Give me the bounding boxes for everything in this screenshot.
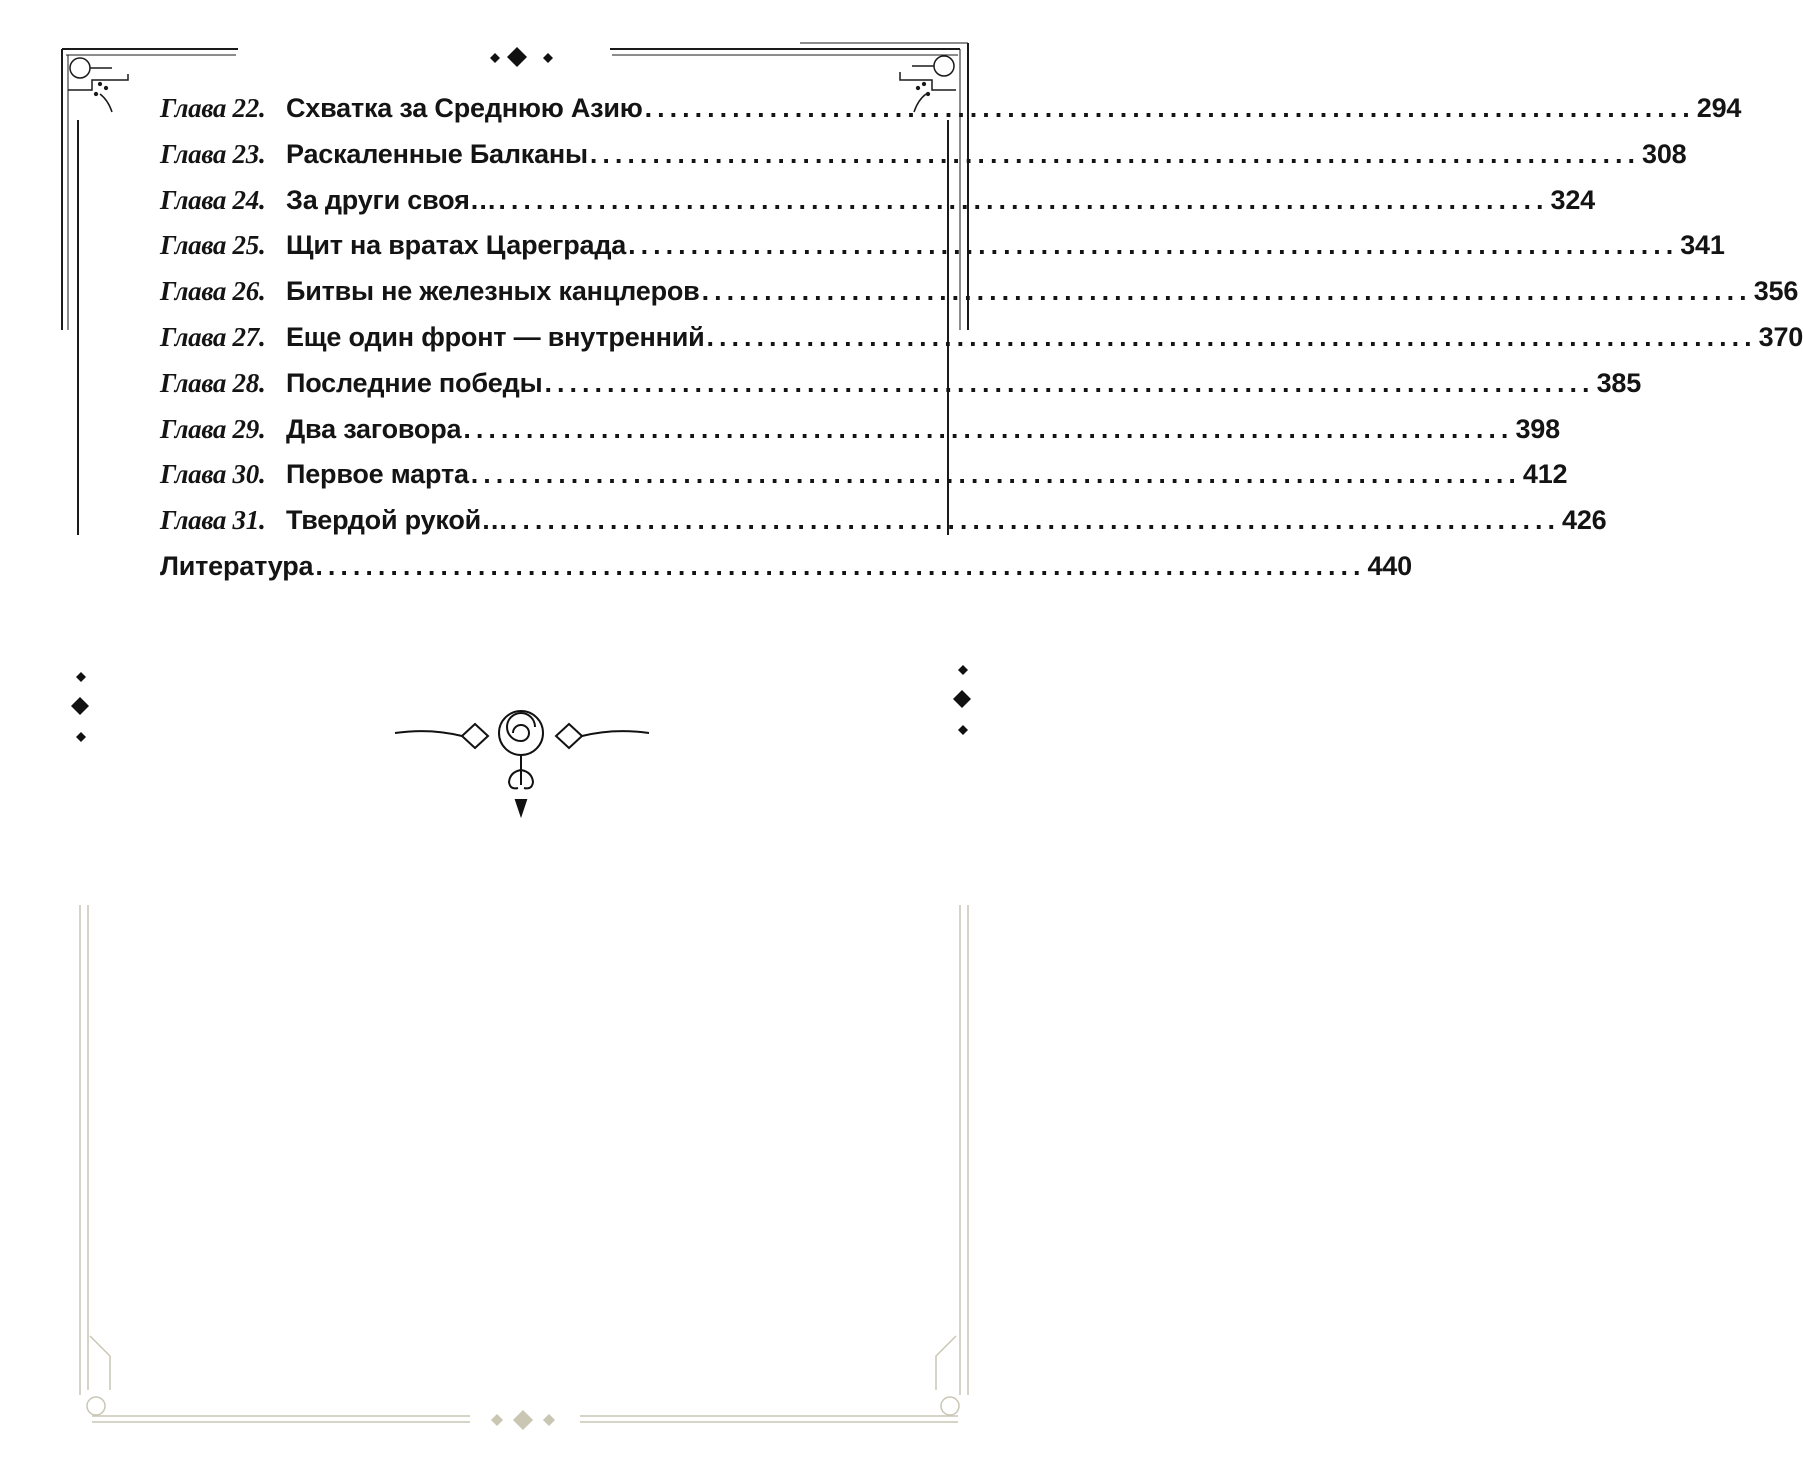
toc-entry (160, 315, 1803, 361)
chapter-number: Глава 30. (160, 459, 266, 490)
chapter-number: Глава 29. (160, 413, 266, 444)
chapter-number: Глава 28. (160, 367, 266, 398)
page-number: 440 (1367, 550, 1412, 581)
chapter-title: Щит на вратах Цареграда (286, 230, 627, 261)
page-number: 398 (1515, 413, 1560, 444)
page-number: 370 (1758, 321, 1803, 352)
dot-leader: .................................................................................... (315, 550, 1366, 581)
diamond-trio-icon (490, 47, 553, 67)
page-number: 308 (1642, 138, 1687, 169)
dot-leader: .................................................................................... (544, 367, 1595, 398)
dot-leader: .................................................................................... (589, 138, 1641, 169)
chapter-title: За други своя… (286, 184, 497, 215)
dot-leader: .................................................................................... (644, 93, 1695, 123)
dot-leader: .................................................................................... (628, 230, 1679, 261)
toc-entry-bibliography (160, 544, 1412, 590)
page-number: 412 (1522, 459, 1568, 490)
toc-entry (160, 452, 1568, 498)
dot-leader: .................................................................................... (509, 505, 1560, 536)
chapter-title: Раскаленные Балканы (286, 138, 588, 169)
page-number: 426 (1562, 505, 1607, 536)
faint-lower-frame (80, 905, 968, 1429)
dot-leader: .................................................................................... (701, 276, 1752, 307)
toc-entry (160, 223, 1725, 269)
chapter-number: Глава 25. (160, 230, 266, 261)
chapter-number: Глава 23. (160, 138, 266, 169)
page-number: 324 (1550, 184, 1595, 215)
chapter-title: Битвы не железных канцлеров (286, 276, 700, 307)
table-of-contents (160, 86, 1803, 590)
dot-leader: .................................................................................... (498, 184, 1549, 215)
chapter-title: Первое марта (286, 459, 469, 490)
toc-entry (160, 498, 1607, 544)
diamond-stack-icon (71, 672, 89, 742)
chapter-number: Глава 31. (160, 505, 266, 536)
dot-leader: .................................................................................... (463, 413, 1514, 444)
chapter-title: Два заговора (286, 413, 462, 444)
page-number: 294 (1696, 93, 1742, 123)
page-number: 385 (1596, 367, 1642, 398)
dot-leader: .................................................................................... (470, 459, 1521, 490)
toc-entry (160, 86, 1742, 132)
chapter-title: Схватка за Среднюю Азию (286, 93, 643, 123)
chapter-title: Твердой рукой… (286, 505, 508, 536)
chapter-number: Глава 27. (160, 321, 266, 352)
ornamental-corner-icon (68, 58, 128, 112)
dot-leader: .................................................................................... (706, 321, 1757, 352)
chapter-number: Глава 26. (160, 276, 266, 307)
bibliography-title: Литература (160, 550, 314, 581)
chapter-number: Глава 24. (160, 184, 266, 215)
toc-entry (160, 269, 1799, 315)
chapter-number: Глава 22. (160, 93, 266, 123)
swirl-fleuron-icon (395, 711, 649, 815)
toc-entry (160, 361, 1642, 407)
page-number: 341 (1680, 230, 1725, 261)
chapter-title: Последние победы (286, 367, 543, 398)
page-number: 356 (1753, 276, 1799, 307)
chapter-title: Еще один фронт — внутренний (286, 321, 705, 352)
toc-entry (160, 178, 1595, 224)
diamond-stack-icon (953, 665, 971, 735)
toc-entry (160, 407, 1560, 453)
toc-entry (160, 132, 1687, 178)
